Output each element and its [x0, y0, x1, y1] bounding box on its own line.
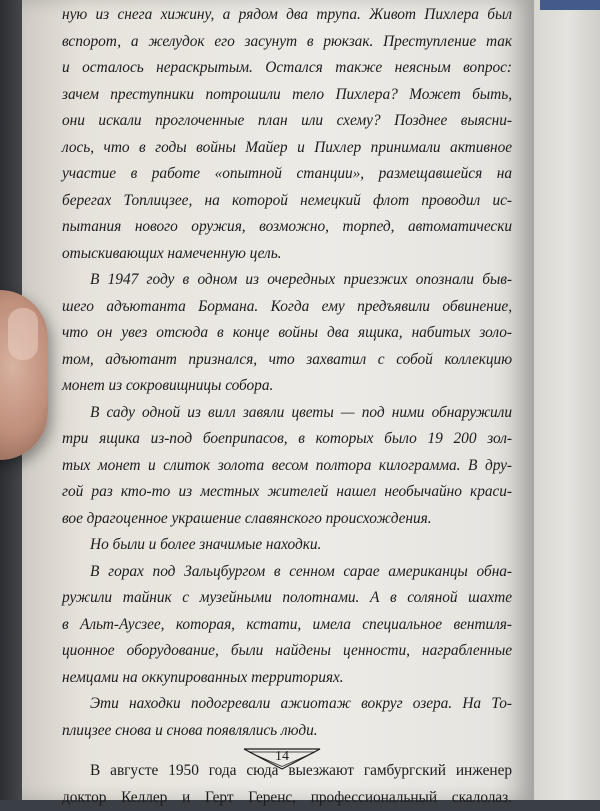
text-line: ционное оборудование, были найдены ценности, награбленные [62, 638, 512, 665]
text-line: зачем преступники потрошили тело Пихлера? Может быть, [62, 82, 512, 109]
text-line: участие в работе «опытной станции», размещавшейся на [62, 161, 512, 188]
text-line: Эти находки подогревали ажиотаж вокруг озера. На То- [62, 691, 512, 718]
text-line: берегах Топлицзее, на которой немецкий флот проводил ис- [62, 188, 512, 215]
text-line: доктор Келлер и Герт Геренс, профессиональный скалолаз. [62, 785, 512, 811]
text-line: тых монет и слиток золота весом полтора килограмма. В дру- [62, 453, 512, 480]
text-line: пытания нового оружия, возможно, торпед, автоматически [62, 214, 512, 241]
text-line: плицзее снова и снова появлялись люди. [62, 718, 512, 745]
text-line: том, адъютант признался, что захватил с собой коллекцию [62, 347, 512, 374]
text-line: В 1947 году в одном из очередных приезжих опознали быв- [62, 267, 512, 294]
text-line: ружили тайник с музейными полотнами. А в соляной шахте [62, 585, 512, 612]
text-line: отыскивающих намеченную цель. [62, 241, 512, 268]
text-line: и осталось нераскрытым. Остался также неясным вопрос: [62, 55, 512, 82]
page-number-badge [243, 748, 321, 770]
text-line: Но были и более значимые находки. [62, 532, 512, 559]
text-line: лось, что в годы войны Майер и Пихлер принимали активное [62, 135, 512, 162]
text-line: вое драгоценное украшение славянского происхождения. [62, 506, 512, 533]
text-line: монет из сокровищницы собора. [62, 373, 512, 400]
text-line: В августе 1950 года сюда выезжают гамбургский инженер [62, 758, 512, 785]
text-line: три ящика из-под боеприпасов, в которых было 19 200 зол- [62, 426, 512, 453]
text-line: В горах под Зальцбургом в сенном сарае американцы обна- [62, 559, 512, 586]
text-line: шего адъютанта Бормана. Когда ему предъявили обвинение, [62, 294, 512, 321]
text-line: немцами на оккупированных территориях. [62, 665, 512, 692]
text-line: В саду одной из вилл завяли цветы — под ними обнаружили [62, 400, 512, 427]
text-line: что он увез отсюда в конце войны два ящика, набитых золо- [62, 320, 512, 347]
book-cover-edge [540, 0, 600, 10]
text-line: гой раз кто-то из местных жителей нашел необычайно краси- [62, 479, 512, 506]
fingernail [8, 308, 38, 360]
body-text [62, 2, 512, 811]
page-number: 14 [243, 749, 321, 765]
text-line: в Альт-Аусзее, которая, кстати, имела специальное вентиля- [62, 612, 512, 639]
text-line: вспорот, а желудок его засунут в рюкзак. Преступление так [62, 29, 512, 56]
text-line: ную из снега хижину, а рядом два трупа. Живот Пихлера был [62, 2, 512, 29]
text-line: они искали проглоченные план или схему? Позднее выясни- [62, 108, 512, 135]
